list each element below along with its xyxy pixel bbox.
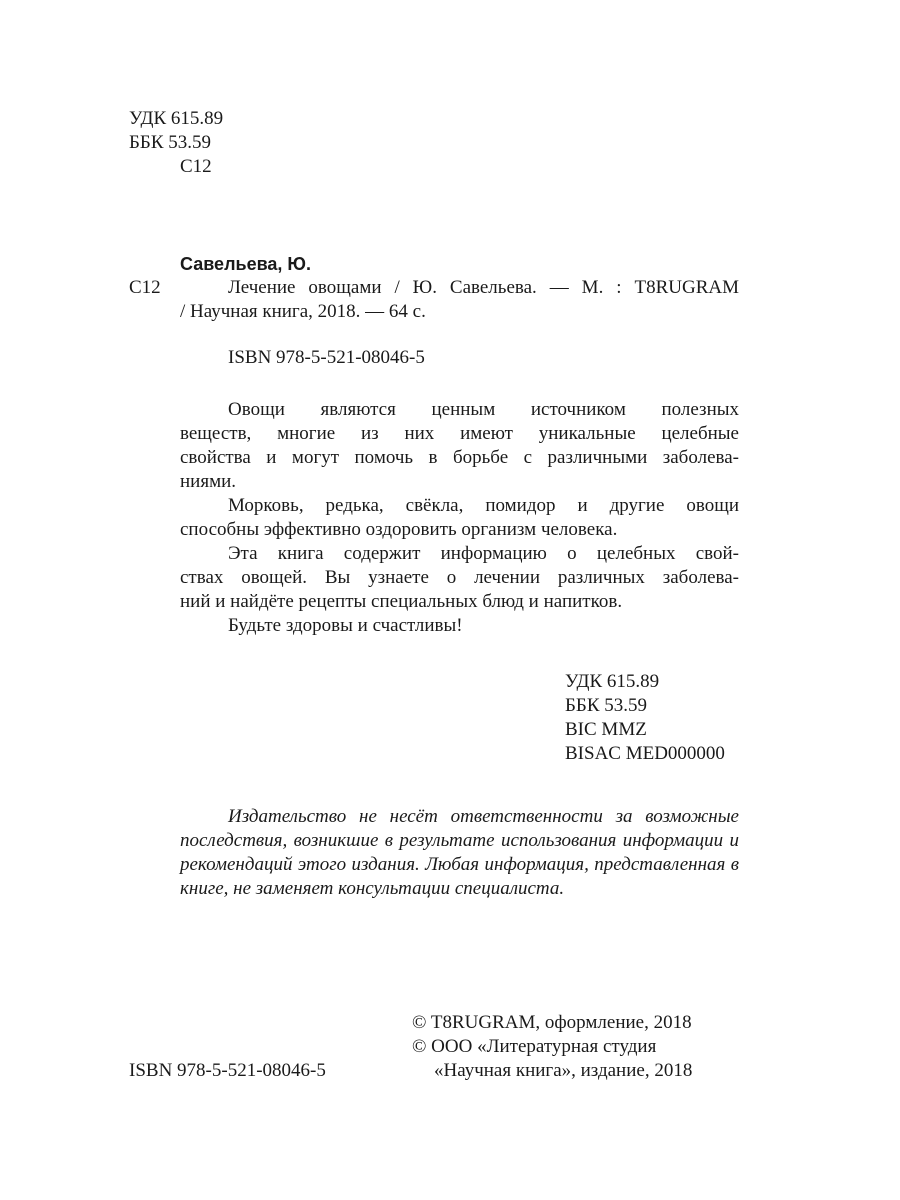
author-mark-top: С12 — [180, 156, 212, 177]
annotation-line: Овощи являются ценным источником полезных — [228, 399, 739, 420]
annotation-line: способны эффективно оздоровить организм человека. — [180, 519, 618, 540]
bbk-code-top: ББК 53.59 — [129, 132, 211, 153]
disclaimer-line: рекомендаций этого издания. Любая информация, представленная в — [180, 854, 739, 875]
annotation-line: Морковь, редька, свёкла, помидор и другие овощи — [228, 495, 739, 516]
isbn-record: ISBN 978-5-521-08046-5 — [228, 347, 425, 368]
copyright-publisher: © ООО «Литературная студия — [412, 1036, 657, 1057]
annotation-paragraph-3 — [180, 542, 739, 614]
author-mark: С12 — [129, 277, 161, 298]
disclaimer-line: Издательство не несёт ответственности за возможные — [228, 806, 739, 827]
udk-code: УДК 615.89 — [565, 671, 660, 692]
annotation-paragraph-4: Будьте здоровы и счастливы! — [228, 615, 463, 636]
annotation-line: ний и найдёте рецепты специальных блюд и напитков. — [180, 591, 623, 612]
disclaimer — [180, 805, 739, 901]
title-line: / Научная книга, 2018. — 64 с. — [180, 301, 426, 322]
annotation-paragraph-2 — [180, 494, 739, 542]
copyright-design: © T8RUGRAM, оформление, 2018 — [412, 1012, 692, 1033]
bic-code: BIC MMZ — [565, 719, 647, 740]
copyright-publisher-cont: «Научная книга», издание, 2018 — [434, 1060, 693, 1081]
annotation-line: свойства и могут помочь в борьбе с различными заболева- — [180, 447, 739, 468]
isbn-bottom: ISBN 978-5-521-08046-5 — [129, 1060, 326, 1081]
annotation-paragraph-1 — [180, 398, 739, 494]
author-heading: Савельева, Ю. — [180, 254, 311, 274]
bisac-code: BISAC MED000000 — [565, 743, 725, 764]
bbk-code: ББК 53.59 — [565, 695, 647, 716]
title-line: Лечение овощами / Ю. Савельева. — М. : T8RUGRAM — [228, 277, 739, 298]
udk-code-top: УДК 615.89 — [129, 108, 224, 129]
disclaimer-line: последствия, возникшие в результате использования информации и — [180, 830, 739, 851]
annotation-line: ствах овощей. Вы узнаете о лечении различных заболева- — [180, 567, 739, 588]
annotation-line: ниями. — [180, 471, 237, 492]
classification-block — [565, 670, 725, 766]
annotation-line: Эта книга содержит информацию о целебных свой- — [228, 543, 739, 564]
disclaimer-line: книге, не заменяет консультации специалиста. — [180, 878, 565, 899]
title-statement — [180, 276, 739, 324]
annotation-line: веществ, многие из них имеют уникальные целебные — [180, 423, 739, 444]
